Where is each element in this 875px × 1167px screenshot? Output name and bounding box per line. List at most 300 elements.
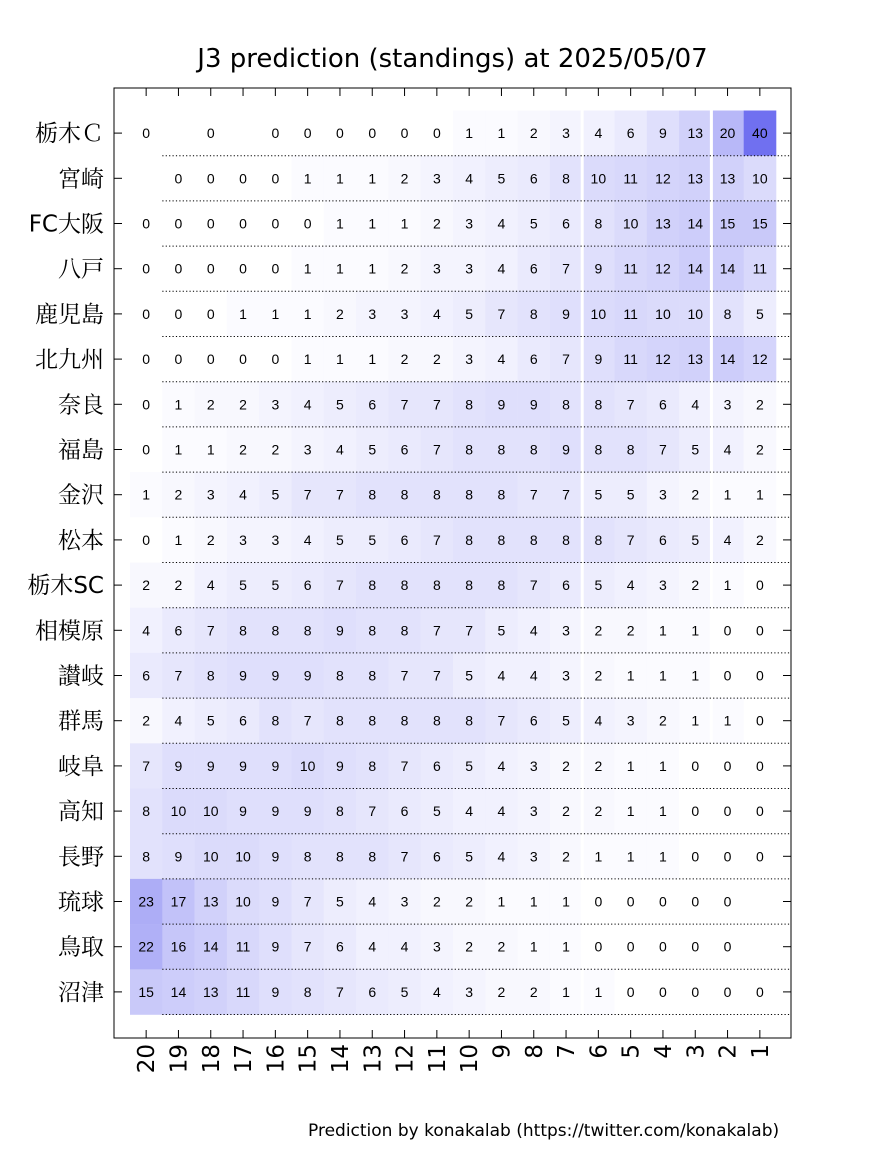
- cell-value: 0: [174, 215, 183, 232]
- cell-value: 7: [336, 486, 344, 503]
- cell-value: 12: [752, 351, 768, 368]
- credit-text: Prediction by konakalab (https://twitter.com/konakalab): [308, 1121, 780, 1141]
- cell-value: 7: [497, 305, 506, 322]
- team-label: 宮崎: [58, 166, 104, 193]
- cell-value: 8: [368, 486, 377, 503]
- team-label: FC大阪: [28, 211, 104, 238]
- cell-value: 1: [239, 305, 247, 322]
- cell-value: 0: [206, 215, 215, 232]
- cell-value: 7: [336, 577, 344, 594]
- cell-value: 6: [659, 531, 667, 548]
- team-label: 相模原: [35, 618, 104, 645]
- cell-value: 1: [659, 803, 667, 820]
- cell-value: 9: [497, 396, 506, 413]
- cell-value: 8: [142, 848, 151, 865]
- cell-value: 0: [659, 893, 667, 910]
- cell-value: 2: [755, 531, 764, 548]
- cell-value: 7: [142, 757, 151, 774]
- team-label: 群馬: [58, 708, 104, 735]
- cell-value: 4: [465, 170, 474, 187]
- cell-value: 0: [206, 260, 215, 277]
- cell-value: 1: [303, 260, 312, 277]
- cell-value: 5: [206, 712, 215, 729]
- cell-value: 3: [432, 260, 441, 277]
- cell-value: 11: [235, 983, 251, 1000]
- cell-value: 2: [400, 170, 409, 187]
- cell-value: 6: [529, 170, 538, 187]
- chart-title: J3 prediction (standings) at 2025/05/07: [197, 44, 708, 74]
- cell-value: 3: [239, 531, 247, 548]
- cell-value: 7: [400, 667, 409, 684]
- cell-value: 2: [755, 396, 764, 413]
- cell-value: 0: [723, 667, 732, 684]
- cell-value: 3: [529, 848, 538, 865]
- cell-value: 2: [529, 125, 538, 142]
- cell-value: 14: [170, 983, 187, 1000]
- cell-value: 6: [659, 396, 667, 413]
- cell-value: 9: [562, 441, 570, 458]
- cell-value: 7: [626, 396, 635, 413]
- rank-label: 9: [489, 1044, 516, 1059]
- cell-value: 4: [497, 803, 506, 820]
- cell-value: 8: [368, 712, 377, 729]
- cell-value: 6: [336, 938, 344, 955]
- cell-value: 7: [497, 712, 506, 729]
- cell-value: 7: [368, 803, 377, 820]
- cell-value: 4: [626, 577, 635, 594]
- cell-value: 7: [303, 938, 312, 955]
- team-label: 鹿児島: [35, 301, 104, 328]
- cell-value: 8: [336, 848, 344, 865]
- cell-value: 0: [755, 667, 764, 684]
- cell-value: 8: [432, 712, 441, 729]
- cell-value: 7: [432, 396, 441, 413]
- cell-value: 3: [432, 170, 441, 187]
- cell-value: 15: [138, 983, 154, 1000]
- cell-value: 10: [590, 170, 607, 187]
- cell-value: 0: [659, 983, 667, 1000]
- cell-value: 6: [303, 577, 312, 594]
- cell-value: 9: [594, 260, 603, 277]
- cell-value: 8: [626, 441, 635, 458]
- cell-value: 0: [755, 803, 764, 820]
- rank-label: 6: [586, 1044, 613, 1059]
- cell-value: 3: [562, 622, 570, 639]
- cell-value: 10: [590, 305, 607, 322]
- cell-value: 5: [691, 441, 700, 458]
- cell-value: 12: [655, 260, 671, 277]
- cell-value: 9: [562, 305, 570, 322]
- cell-value: 0: [755, 757, 764, 774]
- cell-value: 1: [562, 938, 570, 955]
- cell-value: 9: [659, 125, 667, 142]
- cell-value: 5: [497, 622, 506, 639]
- cell-value: 3: [562, 125, 570, 142]
- cell-value: 3: [465, 215, 474, 232]
- cell-value: 9: [336, 622, 344, 639]
- cell-value: 1: [368, 170, 377, 187]
- cell-value: 5: [594, 577, 603, 594]
- team-label: 岐阜: [58, 753, 104, 780]
- cell-value: 10: [202, 803, 219, 820]
- cell-value: 3: [368, 305, 377, 322]
- cell-value: 11: [623, 305, 638, 322]
- cell-value: 6: [562, 215, 570, 232]
- cell-value: 4: [594, 125, 603, 142]
- cell-value: 0: [755, 712, 764, 729]
- cell-value: 2: [142, 577, 151, 594]
- cell-value: 3: [562, 667, 570, 684]
- cell-value: 0: [723, 938, 732, 955]
- cell-value: 0: [723, 757, 732, 774]
- cell-value: 3: [529, 757, 538, 774]
- cell-value: 1: [626, 757, 635, 774]
- cell-value: 0: [336, 125, 344, 142]
- cell-value: 1: [465, 125, 474, 142]
- cell-value: 4: [723, 441, 732, 458]
- cell-value: 3: [659, 577, 667, 594]
- cell-value: 4: [206, 577, 215, 594]
- cell-value: 6: [529, 260, 538, 277]
- cell-value: 0: [691, 893, 700, 910]
- cell-value: 9: [239, 667, 247, 684]
- cell-value: 4: [497, 215, 506, 232]
- cell-value: 4: [465, 803, 474, 820]
- cell-value: 5: [529, 215, 538, 232]
- cell-value: 7: [529, 577, 538, 594]
- cell-value: 2: [594, 622, 603, 639]
- cell-value: 13: [202, 983, 219, 1000]
- cell-value: 9: [271, 803, 280, 820]
- cell-value: 10: [235, 893, 251, 910]
- cell-value: 8: [465, 531, 474, 548]
- cell-value: 8: [594, 441, 603, 458]
- rank-label: 17: [231, 1044, 258, 1074]
- cell-value: 10: [170, 803, 187, 820]
- cell-value: 9: [303, 803, 312, 820]
- cell-value: 9: [239, 803, 247, 820]
- cell-value: 1: [142, 486, 151, 503]
- cell-value: 4: [336, 441, 344, 458]
- cell-value: 10: [622, 215, 639, 232]
- cell-value: 1: [368, 351, 377, 368]
- cell-value: 8: [368, 848, 377, 865]
- rank-label: 19: [166, 1044, 193, 1074]
- cell-value: 1: [691, 622, 700, 639]
- rank-label: 4: [650, 1044, 677, 1059]
- cell-value: 0: [400, 125, 409, 142]
- cell-value: 5: [271, 486, 280, 503]
- cell-value: 8: [465, 396, 474, 413]
- team-label: 八戸: [58, 256, 104, 283]
- cell-value: 1: [271, 305, 280, 322]
- cell-value: 8: [336, 667, 344, 684]
- cell-value: 0: [271, 351, 280, 368]
- cell-value: 8: [303, 983, 312, 1000]
- cell-value: 9: [336, 757, 344, 774]
- cell-value: 0: [691, 848, 700, 865]
- cell-value: 5: [271, 577, 280, 594]
- cell-value: 0: [691, 803, 700, 820]
- cell-value: 3: [400, 305, 409, 322]
- cell-value: 1: [594, 848, 603, 865]
- cell-value: 8: [497, 577, 506, 594]
- cell-value: 2: [142, 712, 151, 729]
- cell-value: 11: [752, 260, 768, 277]
- cell-value: 6: [432, 848, 441, 865]
- cell-value: 2: [465, 893, 474, 910]
- cell-value: 2: [562, 848, 570, 865]
- cell-value: 9: [529, 396, 538, 413]
- cell-value: 8: [723, 305, 732, 322]
- cell-value: 3: [465, 351, 474, 368]
- cell-value: 9: [271, 667, 280, 684]
- cell-value: 9: [206, 757, 215, 774]
- cell-value: 0: [755, 848, 764, 865]
- cell-value: 0: [239, 351, 247, 368]
- cell-value: 14: [719, 351, 736, 368]
- cell-value: 22: [138, 938, 154, 955]
- cell-value: 8: [529, 441, 538, 458]
- cell-value: 0: [174, 351, 183, 368]
- cell-value: 4: [303, 396, 312, 413]
- cell-value: 16: [170, 938, 187, 955]
- cell-value: 10: [202, 848, 219, 865]
- cell-value: 2: [400, 260, 409, 277]
- cell-value: 1: [336, 170, 344, 187]
- cell-value: 1: [368, 215, 377, 232]
- cell-value: 6: [562, 577, 570, 594]
- cell-value: 3: [206, 486, 215, 503]
- cell-value: 5: [465, 305, 474, 322]
- cell-value: 13: [719, 170, 736, 187]
- cell-value: 13: [687, 125, 704, 142]
- cell-value: 2: [174, 486, 183, 503]
- cell-value: 4: [432, 983, 441, 1000]
- cell-value: 1: [303, 351, 312, 368]
- team-label: 金沢: [58, 482, 104, 509]
- cell-value: 17: [170, 893, 187, 910]
- cell-value: 4: [529, 622, 538, 639]
- rank-label: 13: [360, 1044, 387, 1074]
- cell-value: 10: [299, 757, 316, 774]
- cell-value: 1: [303, 170, 312, 187]
- rank-label: 7: [554, 1044, 581, 1059]
- cell-value: 1: [723, 486, 732, 503]
- cell-value: 0: [142, 396, 151, 413]
- cell-value: 5: [465, 757, 474, 774]
- cell-value: 7: [432, 667, 441, 684]
- cell-value: 8: [562, 531, 570, 548]
- cell-value: 4: [497, 260, 506, 277]
- cell-value: 3: [465, 260, 474, 277]
- cell-value: 0: [303, 125, 312, 142]
- rank-label: 8: [521, 1044, 548, 1059]
- cell-value: 12: [655, 170, 671, 187]
- cell-value: 8: [562, 396, 570, 413]
- cell-value: 7: [303, 712, 312, 729]
- cell-value: 0: [723, 848, 732, 865]
- cell-value: 13: [687, 170, 704, 187]
- rank-label: 3: [683, 1044, 710, 1059]
- cell-value: 1: [400, 215, 409, 232]
- cell-value: 0: [174, 305, 183, 322]
- cell-value: 8: [336, 712, 344, 729]
- cell-value: 2: [239, 441, 247, 458]
- cell-value: 14: [687, 260, 704, 277]
- cell-value: 8: [465, 441, 474, 458]
- cell-value: 7: [432, 531, 441, 548]
- cell-value: 0: [723, 983, 732, 1000]
- cell-value: 8: [400, 622, 409, 639]
- cell-value: 1: [755, 486, 764, 503]
- cell-value: 3: [659, 486, 667, 503]
- cell-value: 2: [400, 351, 409, 368]
- cell-value: 7: [562, 351, 570, 368]
- cell-value: 0: [271, 215, 280, 232]
- cell-value: 4: [400, 938, 409, 955]
- cell-value: 7: [529, 486, 538, 503]
- cell-value: 6: [174, 622, 183, 639]
- cell-value: 1: [626, 803, 635, 820]
- cell-value: 0: [174, 260, 183, 277]
- cell-value: 0: [174, 170, 183, 187]
- cell-value: 6: [400, 803, 409, 820]
- cell-value: 2: [529, 983, 538, 1000]
- cell-value: 7: [465, 622, 474, 639]
- rank-label: 18: [198, 1044, 225, 1074]
- y-axis-team-labels: [27, 121, 104, 1006]
- cell-value: 8: [400, 577, 409, 594]
- cell-value: 10: [235, 848, 251, 865]
- cell-value: 0: [626, 938, 635, 955]
- cell-value: 8: [594, 531, 603, 548]
- rank-label: 16: [263, 1044, 290, 1074]
- cell-value: 3: [303, 441, 312, 458]
- rank-label: 12: [392, 1044, 419, 1074]
- team-label: 鳥取: [58, 934, 104, 961]
- cell-value: 2: [691, 486, 700, 503]
- team-label: 奈良: [58, 392, 104, 419]
- cell-value: 10: [752, 170, 768, 187]
- cell-value: 8: [432, 577, 441, 594]
- cell-value: 8: [400, 712, 409, 729]
- cell-value: 8: [368, 577, 377, 594]
- cell-value: 2: [594, 757, 603, 774]
- cell-value: 0: [271, 125, 280, 142]
- cell-value: 13: [655, 215, 671, 232]
- cell-value: 4: [303, 531, 312, 548]
- cell-value: 0: [142, 260, 151, 277]
- cell-value: 6: [368, 396, 377, 413]
- cell-value: 2: [336, 305, 344, 322]
- cell-value: 7: [400, 848, 409, 865]
- cell-value: 7: [303, 893, 312, 910]
- cell-value: 1: [659, 848, 667, 865]
- cell-value: 1: [723, 712, 732, 729]
- cell-value: 5: [465, 848, 474, 865]
- cell-value: 1: [626, 848, 635, 865]
- cell-value: 4: [497, 757, 506, 774]
- cell-value: 0: [206, 305, 215, 322]
- team-label: 長野: [58, 844, 104, 871]
- cell-value: 0: [142, 215, 151, 232]
- cell-value: 9: [271, 893, 280, 910]
- team-label: 栃木SC: [27, 573, 104, 600]
- cell-value: 3: [400, 893, 409, 910]
- cell-value: 13: [687, 351, 704, 368]
- cell-value: 2: [562, 757, 570, 774]
- cell-value: 6: [626, 125, 635, 142]
- cell-value: 0: [239, 260, 247, 277]
- cell-value: 14: [687, 215, 704, 232]
- cell-value: 1: [336, 215, 344, 232]
- cell-value: 7: [400, 396, 409, 413]
- cell-value: 6: [529, 351, 538, 368]
- cell-value: 3: [271, 531, 280, 548]
- cell-value: 7: [206, 622, 215, 639]
- cell-value: 8: [594, 396, 603, 413]
- cell-value: 2: [659, 712, 667, 729]
- cell-value: 0: [594, 938, 603, 955]
- cell-value: 0: [432, 125, 441, 142]
- cell-value: 1: [336, 351, 344, 368]
- cell-value: 6: [400, 531, 409, 548]
- cell-value: 2: [271, 441, 280, 458]
- cell-value: 5: [755, 305, 764, 322]
- cell-value: 12: [655, 351, 671, 368]
- cell-value: 4: [174, 712, 183, 729]
- cell-value: 7: [626, 531, 635, 548]
- cell-value: 8: [432, 486, 441, 503]
- cell-value: 40: [752, 125, 768, 142]
- cell-value: 10: [655, 305, 671, 322]
- cell-value: 9: [239, 757, 247, 774]
- cell-value: 0: [755, 622, 764, 639]
- cell-value: 0: [659, 938, 667, 955]
- cell-value: 8: [529, 531, 538, 548]
- cell-value: 8: [368, 622, 377, 639]
- cell-value: 4: [497, 848, 506, 865]
- cell-value: 8: [497, 531, 506, 548]
- rank-label: 15: [295, 1044, 322, 1074]
- cell-value: 6: [432, 757, 441, 774]
- cell-value: 4: [497, 667, 506, 684]
- cell-value: 0: [142, 305, 151, 322]
- cell-value: 4: [594, 712, 603, 729]
- team-label: 沼津: [58, 979, 104, 1006]
- cell-value: 3: [723, 396, 732, 413]
- cell-value: 0: [206, 125, 215, 142]
- cell-value: 6: [239, 712, 247, 729]
- cell-value: 11: [235, 938, 251, 955]
- cell-value: 3: [432, 938, 441, 955]
- cell-value: 2: [206, 396, 215, 413]
- cell-value: 2: [432, 351, 441, 368]
- cell-value: 10: [687, 305, 704, 322]
- cell-value: 2: [562, 803, 570, 820]
- cell-value: 0: [368, 125, 377, 142]
- cell-value: 8: [497, 441, 506, 458]
- rank-label: 10: [457, 1044, 484, 1074]
- cell-value: 9: [271, 938, 280, 955]
- cell-value: 11: [623, 170, 638, 187]
- cell-value: 3: [626, 712, 635, 729]
- rank-label: 2: [715, 1044, 742, 1059]
- cell-value: 8: [465, 712, 474, 729]
- cell-value: 0: [303, 215, 312, 232]
- cell-value: 1: [659, 622, 667, 639]
